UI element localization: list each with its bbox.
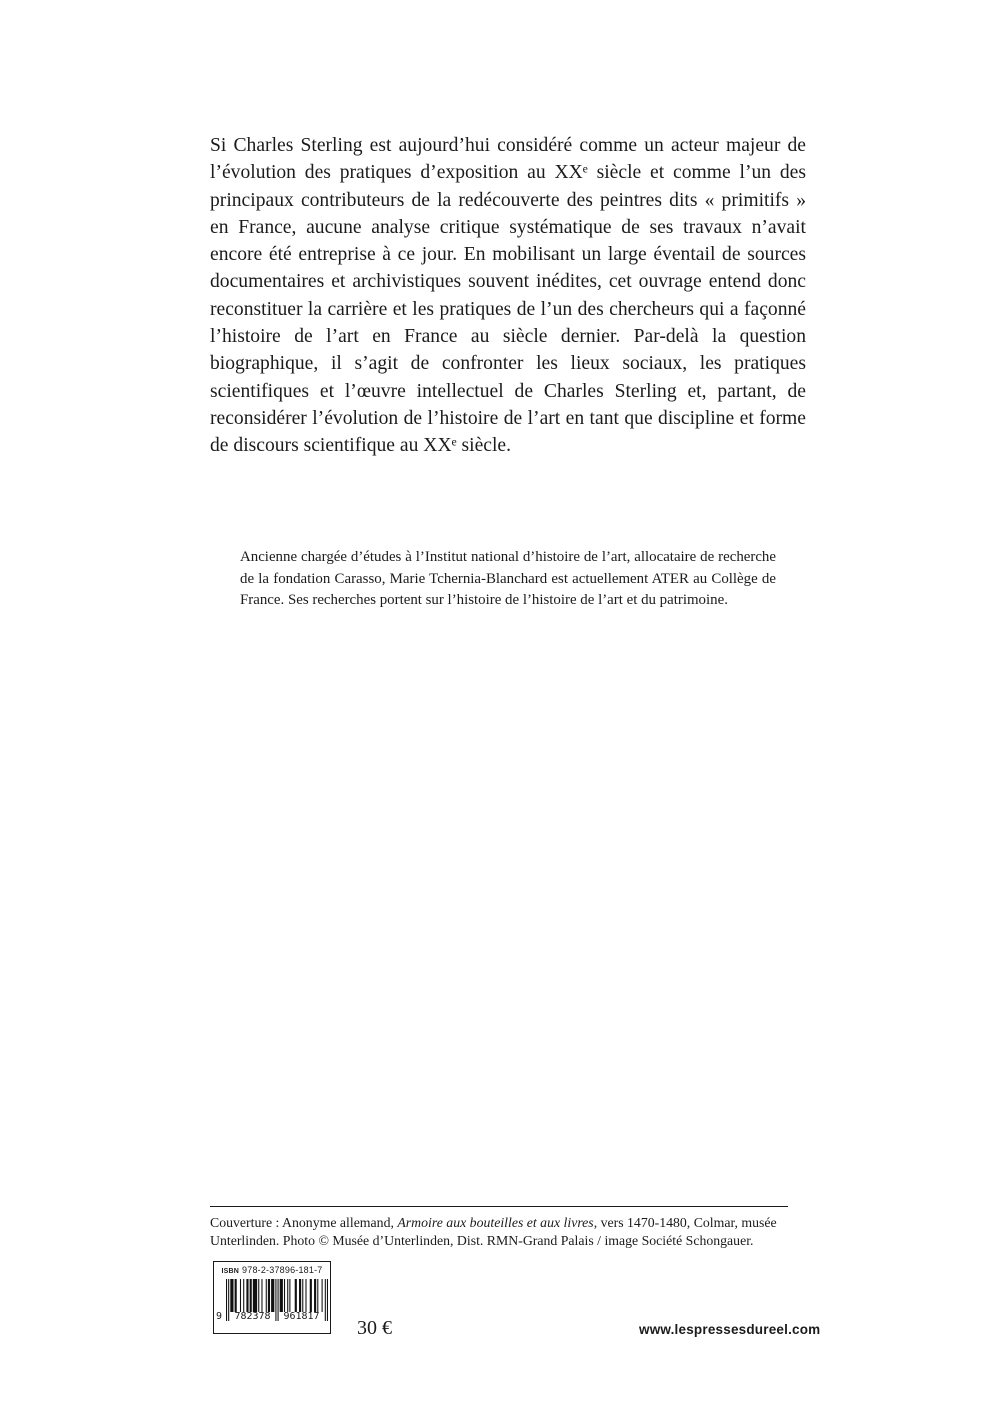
publisher-website: www.lespressesdureel.com — [639, 1322, 821, 1337]
isbn-label: ISBN — [221, 1268, 240, 1275]
credit-suffix: , vers 1470-1480, Colmar, musée Unterlinden. Photo © Musée d’Unterlinden, Dist. RMN-Grand Palais / image Société Schongauer. — [210, 1215, 777, 1248]
isbn-barcode-block — [213, 1261, 331, 1334]
barcode-digit-first: 9 — [216, 1311, 223, 1322]
credit-prefix: Couverture : Anonyme allemand, — [210, 1215, 398, 1230]
artwork-title: Armoire aux bouteilles et aux livres — [397, 1215, 594, 1230]
barcode-digit-left-group: 782378 — [234, 1311, 271, 1322]
price: 30 € — [357, 1317, 392, 1339]
cover-credit — [210, 1214, 794, 1249]
ean-barcode — [216, 1279, 328, 1322]
synopsis-paragraph: Si Charles Sterling est aujourd’hui considéré comme un acteur majeur de l’évolution des pratiques d’exposition au XXᵉ siècle et comme l’un des principaux contributeurs de la redécouverte des peintres dits « primitifs » en France, aucune analyse critique systématique de ses travaux n’avait encore été entreprise à ce jour. En mobilisant un large éventail de sources documentaires et archivistiques souvent inédites, cet ouvrage entend donc reconstituer la carrière et les pratiques de l’un des chercheurs qui a façonné l’histoire de l’art en France au siècle dernier. Par-delà la question biographique, il s’agit de confronter les lieux sociaux, les pratiques scientifiques et l’œuvre intellectuel de Charles Sterling et, partant, de reconsidérer l’évolution de l’histoire de l’art en tant que discipline et forme de discours scientifique au XXᵉ siècle. — [210, 135, 806, 457]
author-bio-paragraph: Ancienne chargée d’études à l’Institut national d’histoire de l’art, allocataire de recherche de la fondation Carasso, Marie Tchernia-Blanchard est actuellement ATER au Collège de France. Ses recherches portent sur l’histoire de l’histoire de l’art et du patrimoine. — [240, 549, 776, 609]
divider-line — [210, 1206, 788, 1207]
isbn-number: 978-2-37896-181-7 — [242, 1265, 323, 1275]
barcode-digit-right-group: 961817 — [283, 1311, 320, 1322]
barcode-digits — [216, 1312, 324, 1322]
isbn-line — [214, 1265, 330, 1277]
